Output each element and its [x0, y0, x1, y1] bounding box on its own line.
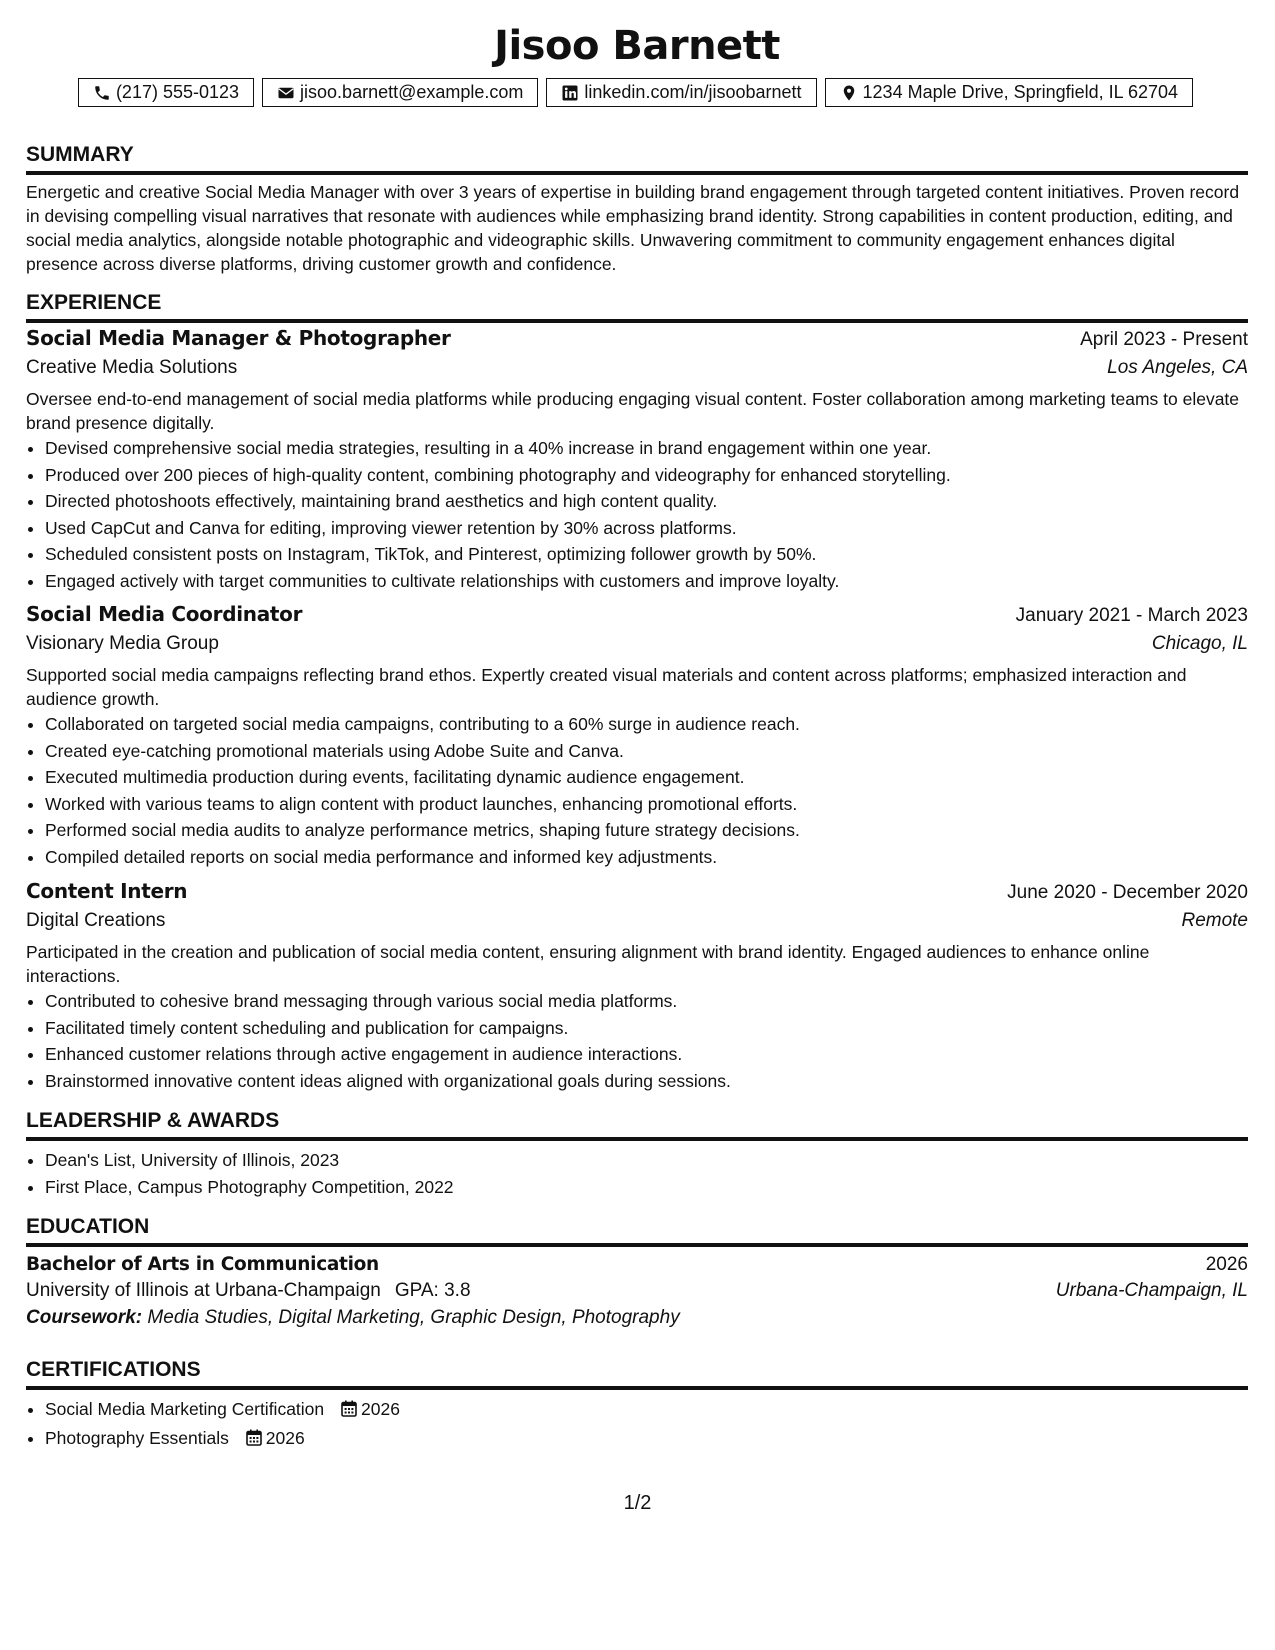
certification-name: Photography Essentials: [45, 1427, 229, 1448]
section-title: SUMMARY: [26, 142, 1248, 175]
list-item: • Engaged actively with target communities to cultivate relationships with customers and improve loyalty.: [45, 568, 1248, 595]
certification-name: Social Media Marketing Certification: [45, 1399, 325, 1419]
section-title: LEADERSHIP & AWARDS: [26, 1108, 1248, 1141]
section-title: EXPERIENCE: [26, 290, 1248, 323]
email-contact[interactable]: [262, 78, 538, 107]
job-description: Participated in the creation and publication of social media content, ensuring alignment with brand identity. Engaged audiences to enhance online interactions.: [26, 942, 1150, 986]
summary-section: [26, 142, 1248, 276]
list-item: • Enhanced customer relations through active engagement in audience interactions.: [45, 1041, 1248, 1068]
list-item: • Contributed to cohesive brand messaging through various social media platforms.: [45, 988, 1248, 1015]
list-item: • Facilitated timely content scheduling and publication for campaigns.: [45, 1015, 1248, 1042]
coursework-text: Media Studies, Digital Marketing, Graphic Design, Photography: [147, 1307, 680, 1328]
list-item: • Brainstormed innovative content ideas aligned with organizational goals during sessions.: [45, 1068, 1248, 1095]
list-item: • Compiled detailed reports on social media performance and informed key adjustments.: [45, 844, 1248, 871]
candidate-name: Jisoo Barnett: [494, 23, 780, 69]
job-description: Oversee end-to-end management of social media platforms while producing engaging visual content. Foster collaboration among marketing teams to elevate brand presence digitally.: [26, 389, 1240, 433]
page-number: 1/2: [623, 1492, 652, 1514]
phone-contact[interactable]: [78, 78, 254, 107]
list-item: • Collaborated on targeted social media campaigns, contributing to a 60% surge in audience reach.: [45, 711, 1248, 738]
job-title: Social Media Manager & Photographer: [26, 326, 451, 350]
job-title: Social Media Coordinator: [26, 602, 303, 626]
list-item: [45, 1396, 1248, 1425]
list-item: • Executed multimedia production during events, facilitating dynamic audience engagement.: [45, 764, 1248, 791]
certification-year: 2026: [265, 1427, 305, 1448]
awards-section: [26, 1108, 1248, 1200]
job-dates: April 2023 - Present: [1080, 329, 1248, 350]
company-name: Visionary Media Group: [26, 633, 219, 654]
certifications-section: [26, 1357, 1248, 1453]
job-bullets: [26, 435, 1248, 595]
job-entry: [26, 602, 1248, 871]
job-bullets: [26, 988, 1248, 1094]
coursework-label: Coursework:: [26, 1307, 143, 1328]
list-item: • Worked with various teams to align content with product launches, enhancing promotional efforts.: [45, 791, 1248, 818]
list-item: • Used CapCut and Canva for editing, improving viewer retention by 30% across platforms.: [45, 515, 1248, 542]
address-contact[interactable]: [825, 78, 1194, 107]
job-location: Remote: [1181, 910, 1248, 931]
degree-name: Bachelor of Arts in Communication: [26, 1254, 379, 1275]
linkedin-icon: [561, 84, 579, 102]
address-text: 1234 Maple Drive, Springfield, IL 62704: [862, 82, 1179, 102]
school-location: Urbana-Champaign, IL: [1055, 1280, 1248, 1301]
list-item: [45, 1425, 1248, 1454]
list-item: • Created eye-catching promotional materials using Adobe Suite and Canva.: [45, 738, 1248, 765]
job-bullets: [26, 711, 1248, 871]
experience-section: [26, 290, 1248, 323]
map-pin-icon: [840, 84, 858, 102]
job-entry: [26, 879, 1248, 1094]
list-item: • Directed photoshoots effectively, maintaining brand aesthetics and high content quality.: [45, 488, 1248, 515]
linkedin-text: linkedin.com/in/jisoobarnett: [584, 82, 802, 102]
list-item: • Produced over 200 pieces of high-quality content, combining photography and videography for enhanced storytelling.: [45, 462, 1248, 489]
list-item: • Dean's List, University of Illinois, 2023: [45, 1147, 1248, 1174]
resume-page: [26, 0, 1248, 1448]
certifications-list: [26, 1396, 1248, 1453]
contact-bar: [23, 78, 1248, 107]
job-location: Los Angeles, CA: [1107, 357, 1248, 378]
awards-list: [26, 1147, 1248, 1200]
job-dates: June 2020 - December 2020: [1007, 882, 1248, 903]
calendar-icon: [246, 1427, 262, 1454]
company-name: Creative Media Solutions: [26, 357, 238, 378]
education-section: [26, 1214, 1248, 1329]
email-text: jisoo.barnett@example.com: [300, 82, 524, 102]
job-description: Supported social media campaigns reflecting brand ethos. Expertly created visual materials and content across platforms; emphasized interaction and audience growth.: [26, 665, 1187, 709]
phone-text: (217) 555-0123: [115, 82, 240, 102]
envelope-icon: [277, 84, 295, 102]
list-item: • First Place, Campus Photography Competition, 2022: [45, 1174, 1248, 1201]
school-name: University of Illinois at Urbana-Champaign: [26, 1280, 381, 1301]
company-name: Digital Creations: [26, 910, 166, 931]
list-item: • Devised comprehensive social media strategies, resulting in a 40% increase in brand engagement within one year.: [45, 435, 1248, 462]
graduation-year: 2026: [1205, 1254, 1248, 1275]
job-entry: [26, 326, 1248, 595]
list-item: • Performed social media audits to analyze performance metrics, shaping future strategy decisions.: [45, 817, 1248, 844]
job-title: Content Intern: [26, 879, 188, 903]
linkedin-contact[interactable]: [546, 78, 816, 107]
section-title: EDUCATION: [26, 1214, 1248, 1247]
coursework-line: [26, 1307, 1248, 1329]
certification-year: 2026: [361, 1399, 400, 1419]
section-title: CERTIFICATIONS: [26, 1357, 1248, 1390]
job-location: Chicago, IL: [1151, 633, 1248, 654]
list-item: • Scheduled consistent posts on Instagram, TikTok, and Pinterest, optimizing follower growth by 50%.: [45, 541, 1248, 568]
gpa-text: GPA: 3.8: [394, 1280, 471, 1301]
calendar-icon: [341, 1398, 357, 1425]
job-dates: January 2021 - March 2023: [1015, 605, 1248, 626]
summary-text: Energetic and creative Social Media Manager with over 3 years of expertise in building brand engagement through targeted content initiatives. Proven record in devising compelling visual narratives that resonate with audiences while emphasizing brand identity. Strong capabilities in content production, editing, and social media analytics, alongside notable photographic and videographic skills. Unwavering commitment to community engagement enhances digital presence across diverse platforms, driving customer growth and confidence.: [26, 182, 1240, 274]
phone-icon: [93, 84, 111, 102]
